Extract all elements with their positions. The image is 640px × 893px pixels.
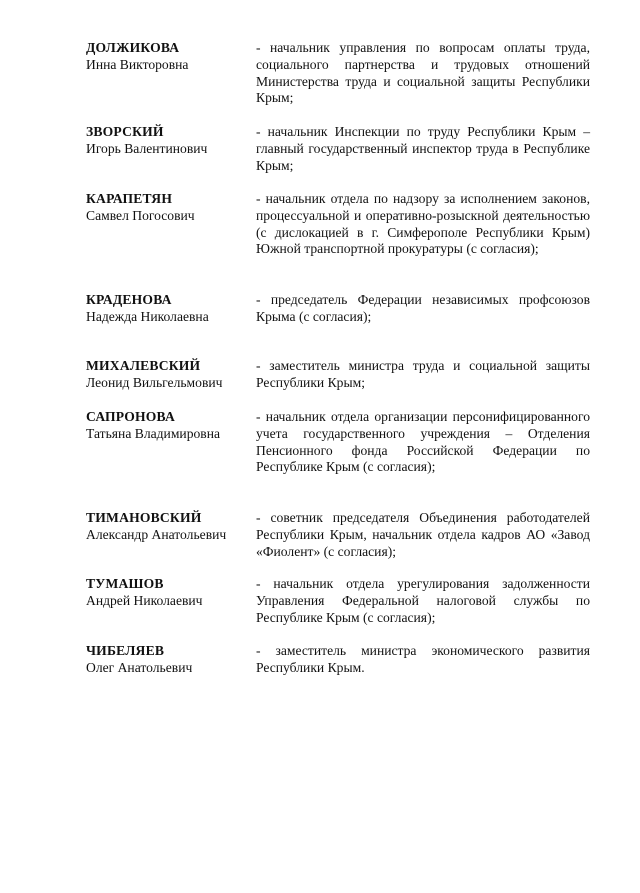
member-position: - начальник Инспекции по труду Республики Крым – главный государственный инспектор труда в Республике Крым; — [256, 124, 590, 173]
member-position: - начальник управления по вопросам оплаты труда, социального партнерства и трудовых отношений Министерства труда и социальной защиты Республики Крым; — [256, 40, 590, 106]
member-position: - председатель Федерации независимых профсоюзов Крыма (с согласия); — [256, 292, 590, 324]
member-name — [86, 124, 256, 174]
member-surname: САПРОНОВА — [86, 409, 175, 424]
member-surname: ЗВОРСКИЙ — [86, 124, 164, 139]
member-surname: ДОЛЖИКОВА — [86, 40, 180, 55]
member-given-names: Александр Анатольевич — [86, 526, 227, 542]
member-position: - начальник отдела организации персонифицированного учета государственного учреждения – Отделения Пенсионного фонда Российской Федерации по Республике Крым (с согласия); — [256, 409, 590, 475]
member-surname: ТУМАШОВ — [86, 576, 164, 591]
member-entry — [86, 292, 590, 326]
member-given-names: Олег Анатольевич — [86, 659, 193, 675]
member-entry — [86, 643, 590, 677]
member-position: - начальник отдела урегулирования задолженности Управления Федеральной налоговой службы по Республике Крым (с согласия); — [256, 576, 590, 625]
member-entry — [86, 358, 590, 392]
member-name — [86, 643, 256, 677]
member-name — [86, 292, 256, 326]
member-given-names: Татьяна Владимировна — [86, 425, 221, 441]
member-position: - заместитель министра труда и социальной защиты Республики Крым; — [256, 358, 590, 390]
member-given-names: Игорь Валентинович — [86, 140, 208, 156]
member-entry — [86, 191, 590, 258]
member-surname: КРАДЕНОВА — [86, 292, 172, 307]
member-surname: КАРАПЕТЯН — [86, 191, 173, 206]
member-surname: ЧИБЕЛЯЕВ — [86, 643, 165, 658]
member-position: - заместитель министра экономического развития Республики Крым. — [256, 643, 590, 675]
member-given-names: Надежда Николаевна — [86, 308, 209, 324]
member-entry — [86, 40, 590, 107]
member-surname: ТИМАНОВСКИЙ — [86, 510, 202, 525]
member-given-names: Андрей Николаевич — [86, 592, 203, 608]
member-name — [86, 358, 256, 392]
member-name — [86, 191, 256, 258]
member-surname: МИХАЛЕВСКИЙ — [86, 358, 201, 373]
member-position: - начальник отдела по надзору за исполнением законов, процессуальной и оперативно-розыскной деятельностью (с дислокацией в г. Симферополе Республики Крым) Южной транспортной прокуратуры (с согласия); — [256, 191, 590, 257]
member-name — [86, 510, 256, 560]
member-name — [86, 576, 256, 626]
member-position: - советник председателя Объединения работодателей Республики Крым, начальник отдела кадров АО «Завод «Фиолент» (с согласия); — [256, 510, 590, 559]
member-name — [86, 409, 256, 476]
member-given-names: Инна Викторовна — [86, 56, 189, 72]
member-entry — [86, 576, 590, 626]
member-given-names: Леонид Вильгельмович — [86, 374, 223, 390]
member-entry — [86, 510, 590, 560]
member-name — [86, 40, 256, 107]
member-given-names: Самвел Погосович — [86, 207, 195, 223]
member-entry — [86, 409, 590, 476]
member-entry — [86, 124, 590, 174]
